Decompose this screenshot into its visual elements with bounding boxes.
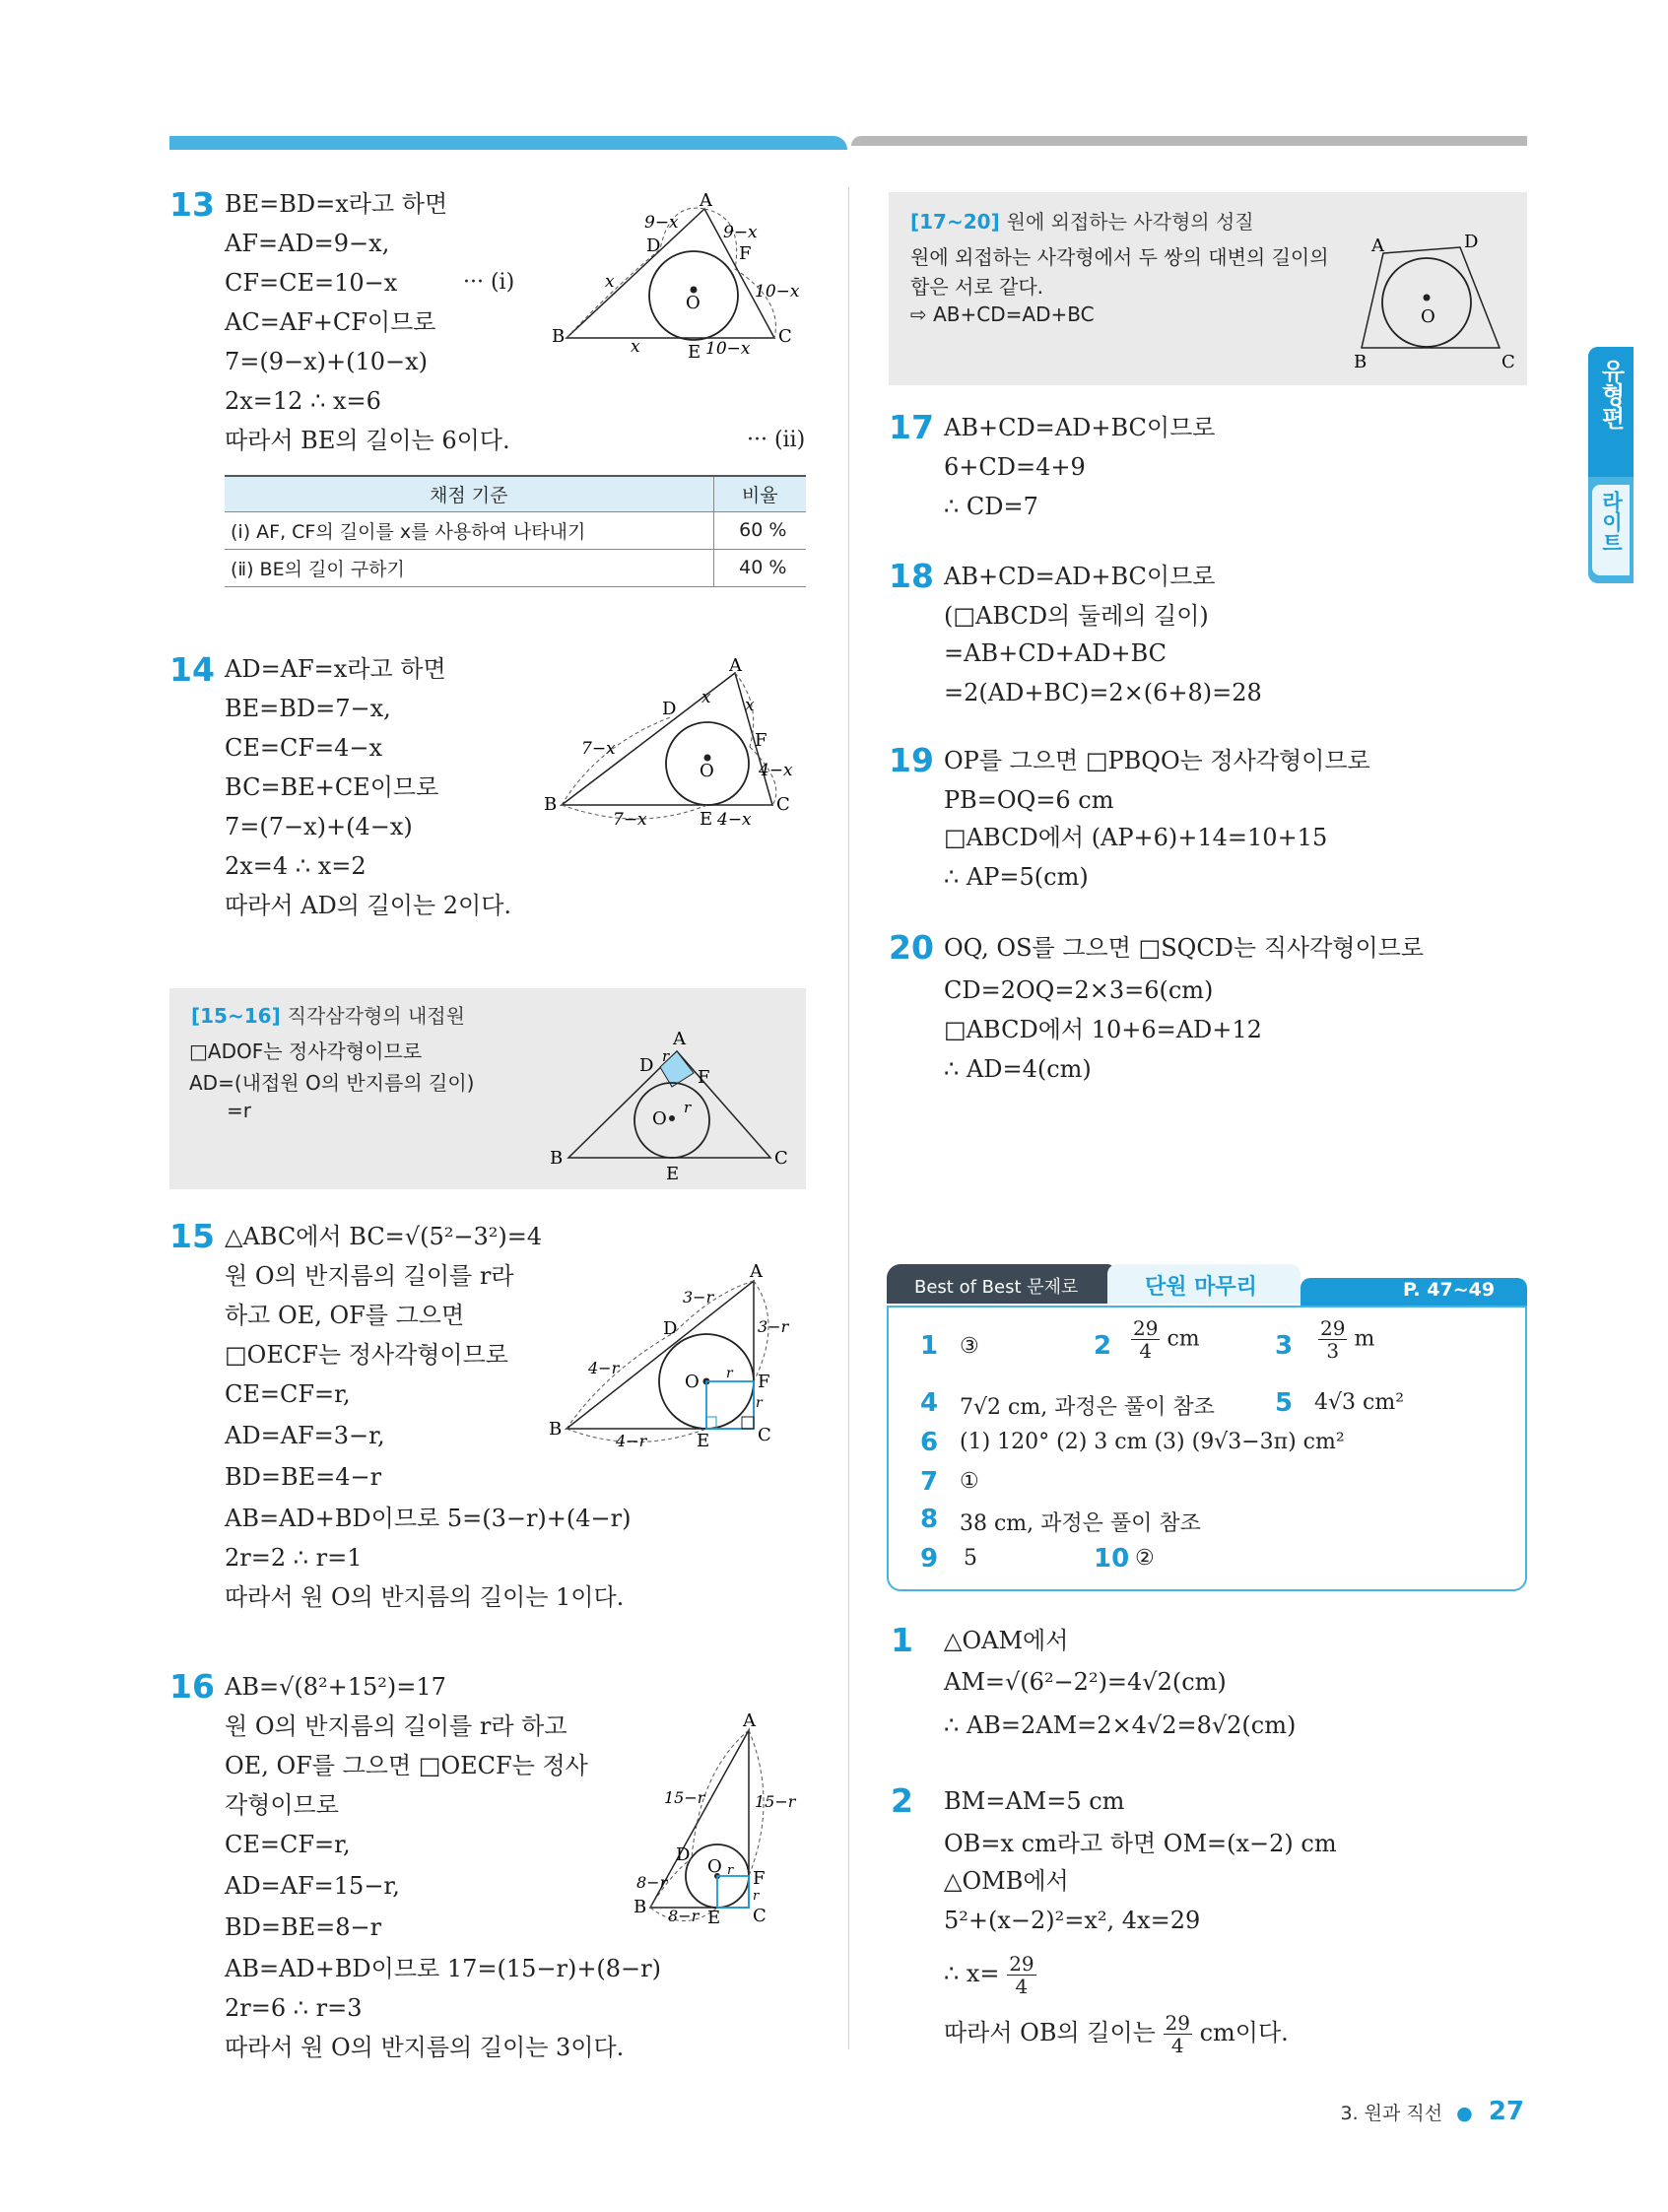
solution-line: □ABCD에서 (AP+6)+14=10+15 <box>944 824 1328 851</box>
solution-line: 2r=2 ∴ r=1 <box>225 1544 363 1572</box>
answer-value: ② <box>1135 1546 1155 1571</box>
solution-line: 2x=12 ∴ x=6 <box>225 387 381 415</box>
label: 7−x <box>581 739 616 759</box>
solution-line: CD=2OQ=2×3=6(cm) <box>944 976 1214 1004</box>
solution-line: OP를 그으면 □PBQO는 정사각형이므로 <box>944 747 1370 774</box>
label: F <box>698 1067 710 1088</box>
solution-line: ∴ CD=7 <box>944 493 1038 520</box>
label: O <box>652 1108 667 1129</box>
label: 4−r <box>616 1432 647 1450</box>
solution-line: 5²+(x−2)²=x², 4x=29 <box>944 1907 1201 1934</box>
label: E <box>688 342 701 363</box>
label: D <box>639 1055 654 1076</box>
best-badge: Best of Best 문제로 <box>914 1277 1079 1298</box>
step-ref: ··· (ⅰ) <box>463 270 515 295</box>
solution-line: (□ABCD의 둘레의 길이) <box>944 602 1209 630</box>
label: r <box>756 1395 763 1411</box>
note-line: 원에 외접하는 사각형에서 두 쌍의 대변의 길이의 <box>910 245 1329 269</box>
answer-number: 1 <box>920 1331 939 1361</box>
solution-line: ∴ AB=2AM=2×4√2=8√2(cm) <box>944 1711 1297 1739</box>
solution-line: 하고 OE, OF를 그으면 <box>225 1302 465 1329</box>
table-header: 채점 기준 <box>225 476 713 511</box>
label: E <box>697 1431 710 1451</box>
solution-line: 원 O의 반지름의 길이를 r라 하고 <box>225 1712 567 1740</box>
problem-number: 16 <box>169 1667 215 1706</box>
header-bar-left <box>169 136 847 150</box>
solution-line: AF=AD=9−x, <box>225 230 390 257</box>
solution-line: 7=(9−x)+(10−x) <box>225 348 429 375</box>
label: D <box>1464 232 1479 252</box>
figure-14 <box>540 655 816 833</box>
figure-16 <box>631 1712 813 1939</box>
solution-line: OE, OF를 그으면 □OECF는 정사 <box>225 1752 588 1779</box>
note-title: 원에 외접하는 사각형의 성질 <box>1006 210 1254 234</box>
label: O <box>707 1856 722 1877</box>
label: r <box>727 1863 734 1878</box>
solution-line: BE=BD=x라고 하면 <box>225 190 448 218</box>
label: E <box>700 809 713 830</box>
solution-line: BE=BD=7−x, <box>225 695 391 722</box>
note-box-15-16 <box>169 988 806 1189</box>
label: O <box>685 1372 700 1392</box>
label: r <box>684 1099 692 1116</box>
label: 4−r <box>588 1359 620 1377</box>
label: C <box>776 794 790 815</box>
label: 10−x <box>705 339 751 359</box>
side-tab-section: 유형편 <box>1588 347 1634 477</box>
solution-line: □OECF는 정사각형이므로 <box>225 1341 508 1369</box>
solution-line: =2(AD+BC)=2×(6+8)=28 <box>944 679 1262 706</box>
solution-line: AM=√(6²−2²)=4√2(cm) <box>944 1668 1227 1696</box>
solution-line: AB=AD+BD이므로 5=(3−r)+(4−r) <box>225 1505 632 1532</box>
solution-line: ∴ x= $\frac{29}{4}$ <box>944 1952 1034 1998</box>
solution-line: ∴ AP=5(cm) <box>944 863 1089 891</box>
solution-line: △OAM에서 <box>944 1627 1069 1654</box>
label: 15−r <box>755 1792 796 1811</box>
figure-13 <box>552 192 818 365</box>
label: E <box>666 1164 680 1182</box>
label: C <box>758 1425 771 1445</box>
solution-line: 6+CD=4+9 <box>944 453 1086 481</box>
label: A <box>750 1263 763 1282</box>
label: B <box>549 1419 563 1440</box>
table-cell: (ⅱ) BE의 길이 구하기 <box>225 549 713 586</box>
chapter-title: 3. 원과 직선 <box>1340 2103 1443 2124</box>
label: 15−r <box>664 1788 705 1807</box>
label: O <box>686 293 701 313</box>
label: D <box>646 235 661 256</box>
note-figure <box>1352 230 1519 377</box>
label: F <box>755 730 767 751</box>
solution-line: CE=CF=r, <box>225 1831 351 1858</box>
solution-line: AB=AD+BD이므로 17=(15−r)+(8−r) <box>225 1955 662 1982</box>
table-cell: 40 % <box>713 549 806 586</box>
solution-line: □ABCD에서 10+6=AD+12 <box>944 1016 1262 1043</box>
problem-number: 14 <box>169 650 215 689</box>
scoring-table <box>225 475 806 587</box>
answer-value: 5 <box>964 1546 977 1571</box>
label: x <box>631 337 640 357</box>
label: D <box>662 699 677 719</box>
label: C <box>774 1148 788 1169</box>
solution-line: △OMB에서 <box>944 1867 1069 1895</box>
answer-value: ① <box>960 1469 979 1494</box>
table-cell: 60 % <box>713 511 806 549</box>
label: 3−r <box>683 1288 714 1307</box>
label: 7−x <box>613 810 647 830</box>
label: C <box>1501 352 1515 372</box>
solution-line: 따라서 원 O의 반지름의 길이는 3이다. <box>225 2034 625 2061</box>
answer-value: 7√2 cm, 과정은 풀이 참조 <box>960 1395 1215 1420</box>
solution-line: 따라서 AD의 길이는 2이다. <box>225 892 512 919</box>
problem-number: 19 <box>889 741 934 779</box>
solution-line: CF=CE=10−x <box>225 269 398 297</box>
label: F <box>758 1372 770 1392</box>
label: D <box>663 1318 678 1339</box>
label: r <box>753 1889 760 1904</box>
label: B <box>1354 352 1368 372</box>
note-line: AD=(내접원 O의 반지름의 길이) <box>189 1071 475 1095</box>
answer-number: 2 <box>1094 1331 1112 1361</box>
solution-line: AB=√(8²+15²)=17 <box>225 1673 446 1701</box>
solution-line: 따라서 OB의 길이는 $\frac{29}{4}$ cm이다. <box>944 2011 1289 2057</box>
label: B <box>544 794 558 815</box>
label: 4−x <box>717 810 752 830</box>
label: x <box>701 688 711 707</box>
problem-number: 18 <box>889 557 934 595</box>
best-of-best-box <box>887 1264 1527 1591</box>
solution-line: △ABC에서 BC=√(5²−3²)=4 <box>225 1223 543 1250</box>
label: B <box>552 326 566 347</box>
note-figure <box>544 1010 800 1182</box>
label: E <box>707 1908 721 1928</box>
solution-line: 따라서 BE의 길이는 6이다. <box>225 427 510 454</box>
label: A <box>700 192 712 211</box>
solution-line: 각형이므로 <box>225 1791 339 1819</box>
problem-number: 15 <box>169 1217 215 1255</box>
label: O <box>700 761 714 781</box>
solution-line: BC=BE+CE이므로 <box>225 773 439 801</box>
best-title: 단원 마무리 <box>1145 1275 1257 1300</box>
answer-number: 10 <box>1094 1544 1130 1574</box>
note-tag: [15~16] <box>191 1004 281 1028</box>
note-line: 합은 서로 같다. <box>910 275 1043 299</box>
label: A <box>1371 235 1384 256</box>
note-tag: [17~20] <box>910 210 1000 234</box>
answer-number: 3 <box>1275 1331 1294 1361</box>
label: F <box>739 243 752 264</box>
problem-number: 2 <box>891 1781 913 1820</box>
answer-number: 8 <box>920 1505 939 1534</box>
answer-value: $\frac{29}{3}$ m <box>1320 1316 1375 1363</box>
solution-line: AC=AF+CF이므로 <box>225 308 436 336</box>
label: C <box>778 326 792 347</box>
table-header: 비율 <box>713 476 806 511</box>
label: B <box>634 1897 647 1917</box>
label: x <box>745 696 755 715</box>
solution-line: CE=CF=4−x <box>225 734 383 762</box>
label: 8−r <box>668 1907 700 1925</box>
label: D <box>676 1844 691 1865</box>
label: 9−x <box>644 213 679 233</box>
solution-line: =AB+CD+AD+BC <box>944 639 1168 667</box>
answer-number: 9 <box>920 1544 939 1574</box>
answer-value: $\frac{29}{4}$ cm <box>1133 1316 1200 1363</box>
table-row <box>225 549 806 586</box>
solution-line: AD=AF=x라고 하면 <box>225 655 446 683</box>
solution-line: OQ, OS를 그으면 □SQCD는 직사각형이므로 <box>944 934 1425 962</box>
best-header <box>887 1264 1527 1306</box>
solution-line: AB+CD=AD+BC이므로 <box>944 414 1216 441</box>
label: C <box>753 1906 767 1926</box>
label: x <box>605 272 615 292</box>
label: 9−x <box>723 223 758 242</box>
column-divider <box>848 187 849 2049</box>
solution-line: AB+CD=AD+BC이므로 <box>944 563 1216 590</box>
solution-line: OB=x cm라고 하면 OM=(x−2) cm <box>944 1830 1337 1857</box>
solution-line: 2r=6 ∴ r=3 <box>225 1994 363 2022</box>
solution-line: 2x=4 ∴ x=2 <box>225 852 367 880</box>
label: 8−r <box>636 1873 668 1892</box>
label: A <box>743 1712 756 1731</box>
answer-number: 6 <box>920 1428 939 1457</box>
solution-line: PB=OQ=6 cm <box>944 786 1114 814</box>
best-pages: P. 47~49 <box>1403 1279 1496 1301</box>
note-line: =r <box>227 1099 251 1122</box>
label: A <box>673 1029 686 1049</box>
step-ref: ··· (ⅱ) <box>747 428 806 452</box>
note-title: 직각삼각형의 내접원 <box>287 1004 465 1028</box>
page-footer: 3. 원과 직선 ● 27 <box>1340 2097 1524 2126</box>
table-row <box>225 511 806 549</box>
answer-number: 4 <box>920 1388 939 1418</box>
label: B <box>550 1148 564 1169</box>
label: 3−r <box>758 1317 789 1336</box>
solution-line: AD=AF=15−r, <box>225 1872 400 1900</box>
side-tab-level: 라이트 <box>1592 485 1630 575</box>
solution-line: AD=AF=3−r, <box>225 1422 385 1449</box>
note-line: □ADOF는 정사각형이므로 <box>189 1039 423 1063</box>
solution-line: BM=AM=5 cm <box>944 1787 1125 1815</box>
solution-line: 원 O의 반지름의 길이를 r라 <box>225 1262 514 1290</box>
label: A <box>729 655 742 676</box>
answer-number: 5 <box>1275 1388 1294 1418</box>
note-box-17-20 <box>889 192 1527 385</box>
label: F <box>753 1868 766 1889</box>
problem-number: 13 <box>169 185 215 224</box>
answer-value: 4√3 cm² <box>1314 1390 1405 1415</box>
solution-line: CE=CF=r, <box>225 1380 351 1408</box>
side-tab <box>1588 347 1634 583</box>
problem-number: 17 <box>889 408 934 446</box>
answer-value: ③ <box>960 1334 979 1359</box>
answer-value: (1) 120° (2) 3 cm (3) (9√3−3π) cm² <box>960 1430 1345 1454</box>
table-cell: (ⅰ) AF, CF의 길이를 x를 사용하여 나타내기 <box>225 511 713 549</box>
header-bar-right <box>851 136 1527 146</box>
label: r <box>662 1047 670 1065</box>
label: 4−x <box>759 761 793 780</box>
solution-line: 7=(7−x)+(4−x) <box>225 813 413 840</box>
solution-line: BD=BE=4−r <box>225 1463 382 1491</box>
solution-line: BD=BE=8−r <box>225 1913 382 1941</box>
label: 10−x <box>755 282 800 302</box>
label: r <box>726 1366 733 1381</box>
solution-line: ∴ AD=4(cm) <box>944 1055 1092 1083</box>
figure-15 <box>547 1263 818 1455</box>
problem-number: 1 <box>891 1621 913 1659</box>
answer-number: 7 <box>920 1467 939 1497</box>
note-line: ⇨ AB+CD=AD+BC <box>910 302 1095 326</box>
page-number: 27 <box>1488 2097 1524 2126</box>
label: O <box>1421 306 1435 327</box>
answer-key <box>887 1306 1527 1591</box>
problem-number: 20 <box>889 928 934 967</box>
solution-line: 따라서 원 O의 반지름의 길이는 1이다. <box>225 1583 625 1611</box>
answer-value: 38 cm, 과정은 풀이 참조 <box>960 1511 1201 1536</box>
